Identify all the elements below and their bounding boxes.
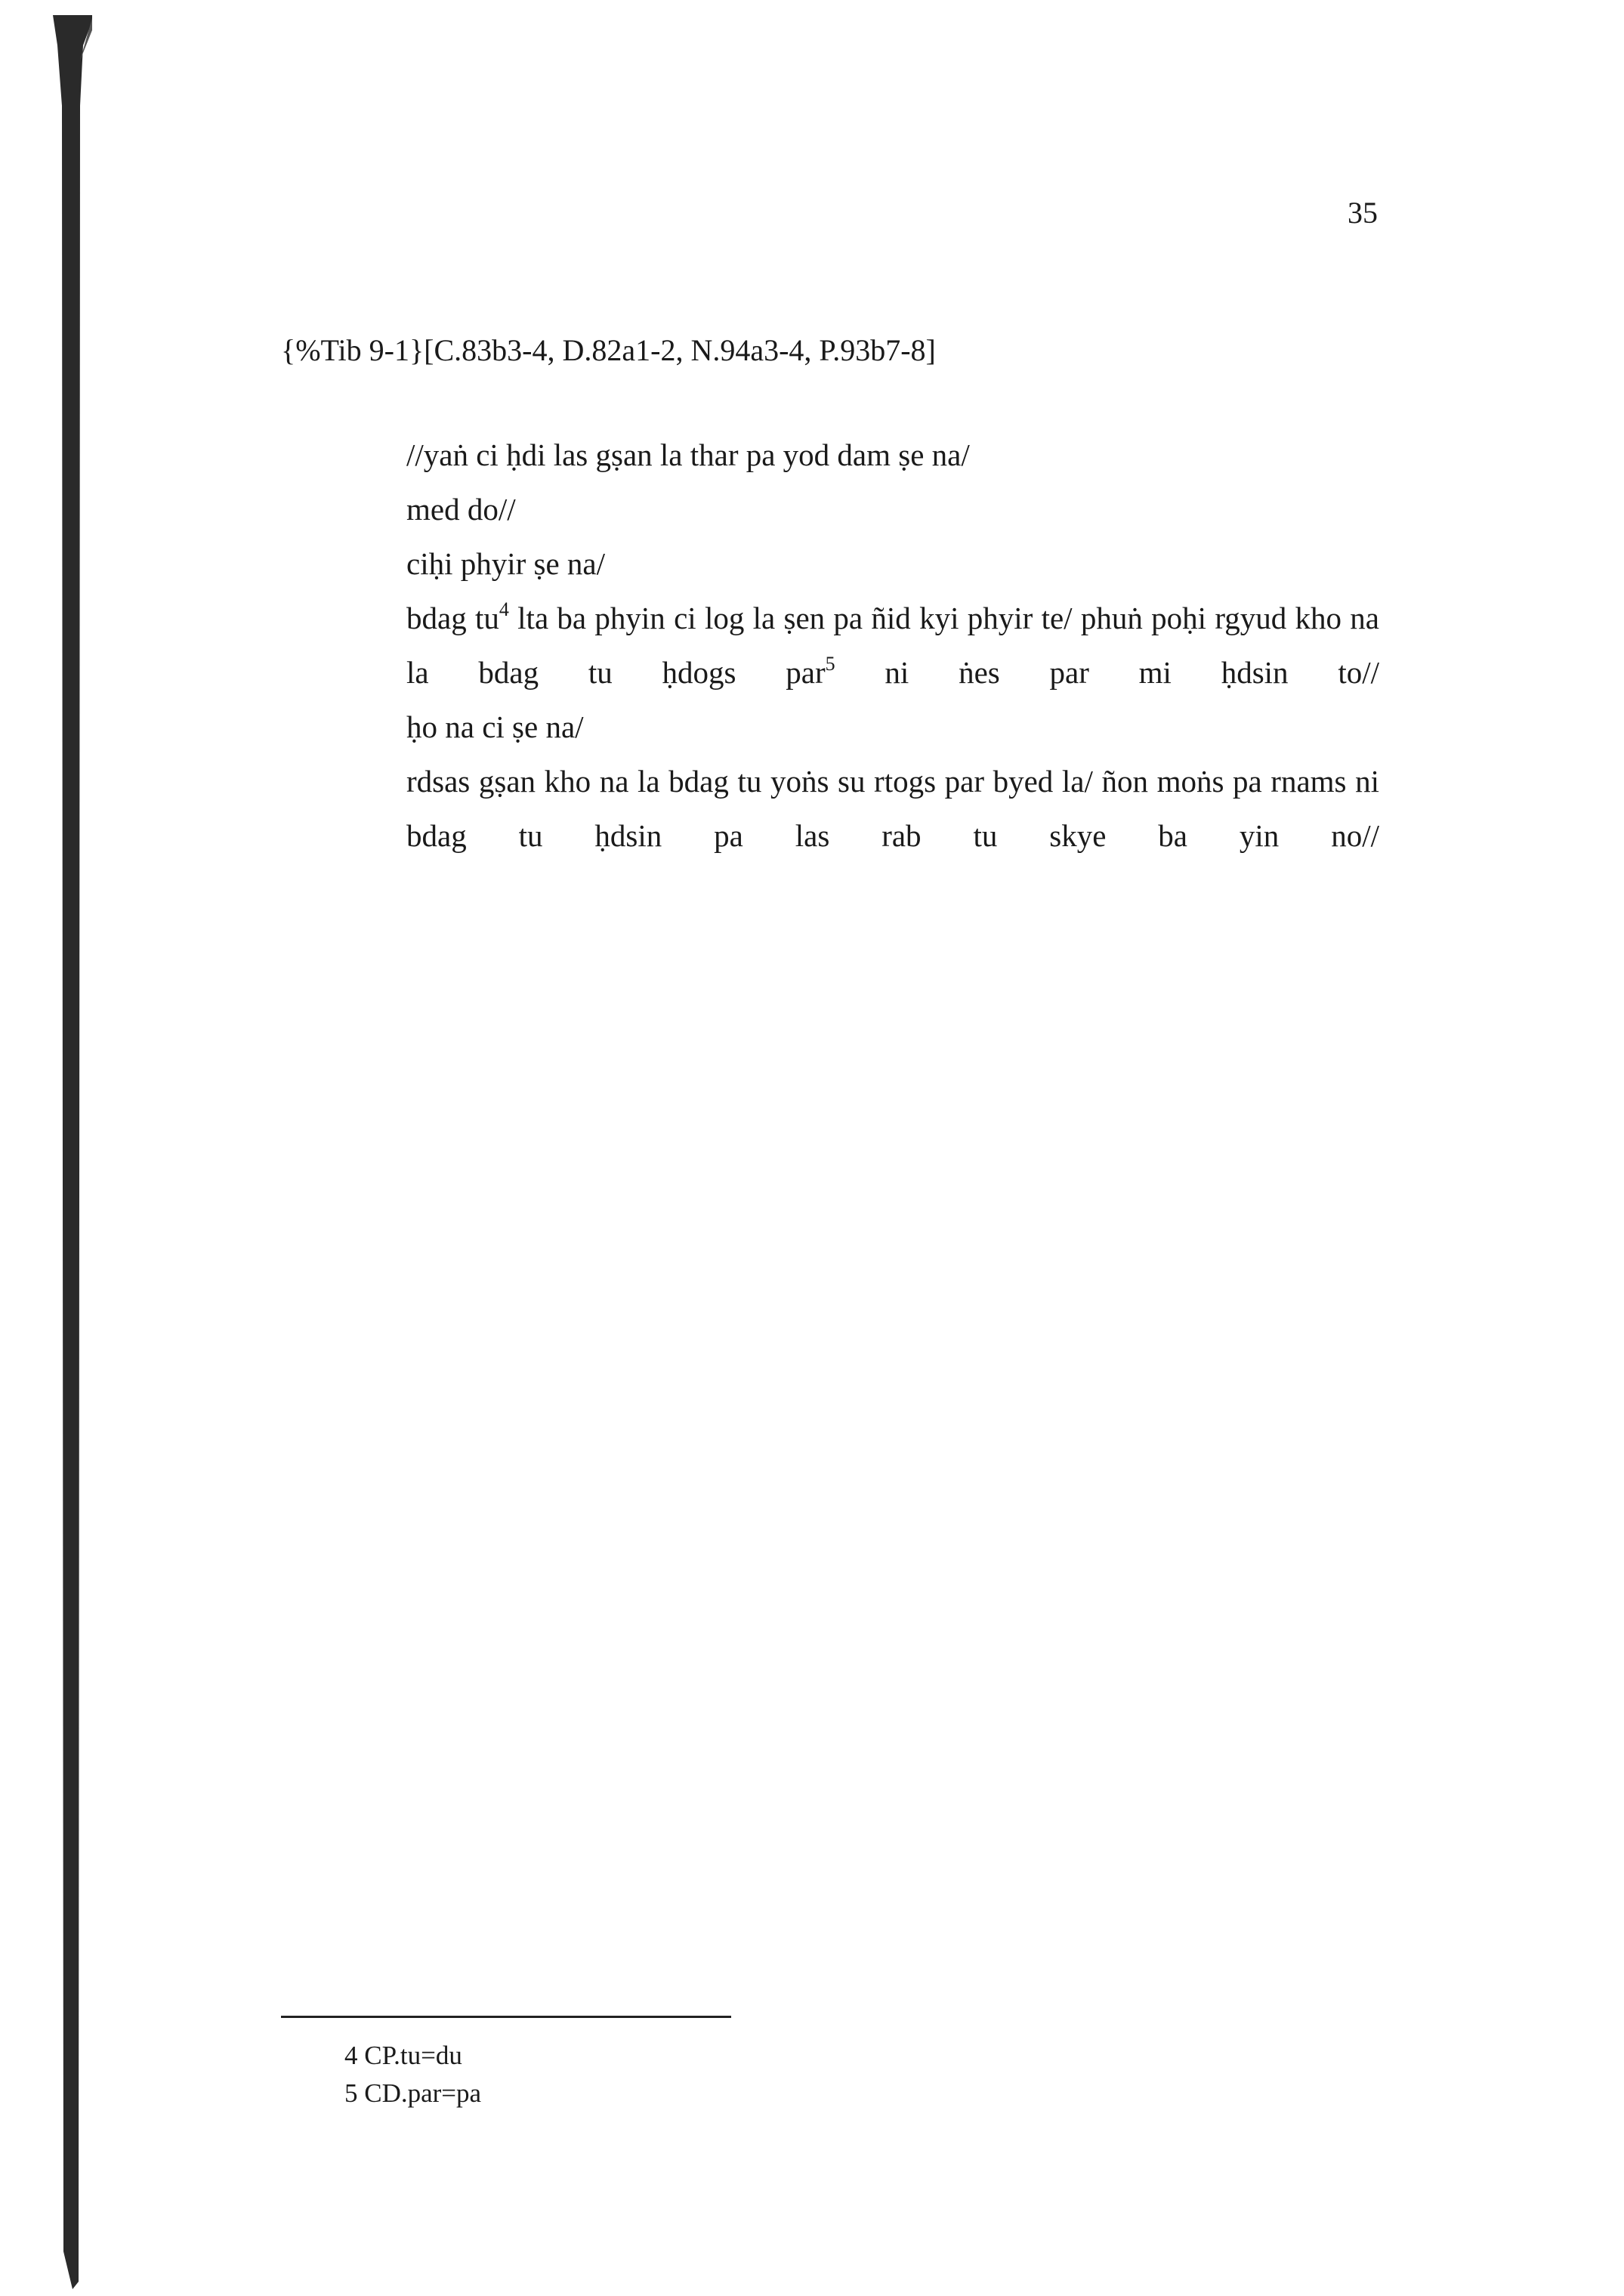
paragraph: rdsas gṣan kho na la bdag tu yoṅs su rtogs par byed la/ ñon moṅs pa rnams ni bdag tu ḥdsin pa las rab tu skye ba yin no// bbox=[406, 764, 1379, 853]
paragraph-text: ni ṅes par mi ḥdsin to// bbox=[835, 655, 1379, 690]
paragraph-text: bdag tu bbox=[406, 601, 499, 635]
text-line: med do// bbox=[406, 492, 516, 527]
footnote-separator bbox=[281, 2016, 731, 2018]
footnotes bbox=[344, 2037, 481, 2112]
footnote: 5 CD.par=pa bbox=[344, 2078, 482, 2108]
text-line: ciḥi phyir ṣe na/ bbox=[406, 546, 606, 581]
source-reference: {%Tib 9-1}[C.83b3-4, D.82a1-2, N.94a3-4, P.93b7-8] bbox=[281, 333, 936, 367]
text-line: ḥo na ci ṣe na/ bbox=[406, 709, 584, 744]
footnote: 4 CP.tu=du bbox=[344, 2041, 462, 2070]
main-text bbox=[281, 428, 1379, 863]
paragraph-text: lta ba phyin ci log la ṣen pa ñid kyi phyir te/ phuṅ poḥi rgyud kho na la bdag tu ḥdogs par bbox=[406, 601, 1379, 690]
paragraph bbox=[281, 591, 1379, 700]
binding-edge-shadow bbox=[53, 15, 92, 2289]
footnote-marker: 5 bbox=[825, 653, 835, 675]
page-number: 35 bbox=[1348, 196, 1378, 230]
text-line: //yaṅ ci ḥdi las gṣan la thar pa yod dam ṣe na/ bbox=[406, 437, 970, 472]
footnote-marker: 4 bbox=[499, 598, 509, 621]
